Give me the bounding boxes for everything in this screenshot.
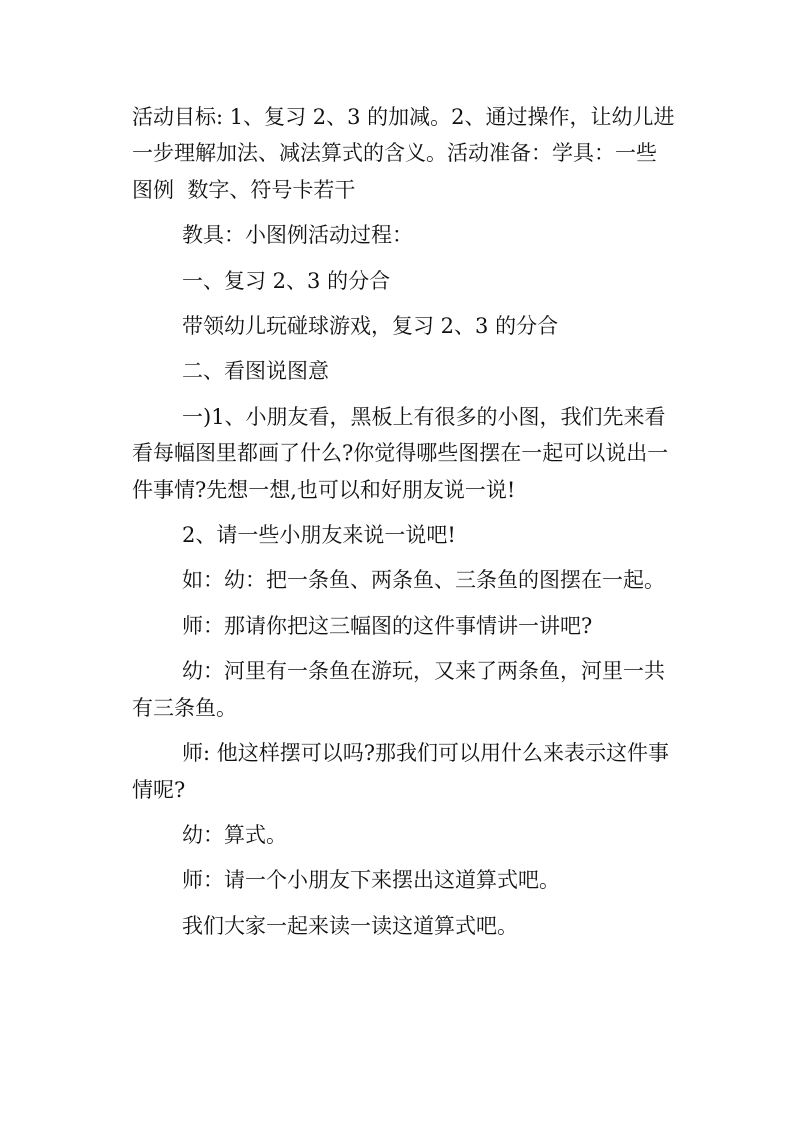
paragraph-teacher-ask-represent: 师: 他这样摆可以吗?那我们可以用什么来表示这件事情呢?	[132, 741, 670, 802]
document-body	[132, 99, 677, 953]
paragraph-look-at-pictures: 一)1、小朋友看，黑板上有很多的小图，我们先来看看每幅图里都画了什么?你觉得哪些图摆在一起可以说出一件事情?先想一想,也可以和好朋友说一说!	[132, 404, 669, 502]
paragraph-invite-children: 2、请一些小朋友来说一说吧!	[182, 523, 456, 548]
paragraph-example-fish: 如：幼：把一条鱼、两条鱼、三条鱼的图摆在一起。	[182, 568, 665, 593]
paragraph-teaching-aids: 教具：小图例活动过程：	[182, 223, 413, 248]
paragraph-activity-goals: 活动目标: 1、复习 2、3 的加减。2、通过操作，让幼儿进一步理解加法、减法算式的含义。活动准备：学具：一些图例 数字、符号卡若干	[132, 105, 675, 202]
paragraph-child-answer-story: 幼：河里有一条鱼在游玩，又来了两条鱼，河里一共有三条鱼。	[132, 659, 665, 720]
paragraph-collision-game: 带领幼儿玩碰球游戏，复习 2、3 的分合	[182, 314, 559, 339]
paragraph-section-two-heading: 二、看图说图意	[182, 359, 329, 384]
paragraph-teacher-ask-story: 师：那请你把这三幅图的这件事情讲一讲吧?	[182, 613, 593, 638]
paragraph-teacher-place-formula: 师：请一个小朋友下来摆出这道算式吧。	[182, 868, 560, 893]
paragraph-section-one-heading: 一、复习 2、3 的分合	[182, 268, 391, 293]
paragraph-child-answer-formula: 幼：算式。	[182, 822, 287, 847]
paragraph-read-formula: 我们大家一起来读一读这道算式吧。	[182, 913, 518, 938]
